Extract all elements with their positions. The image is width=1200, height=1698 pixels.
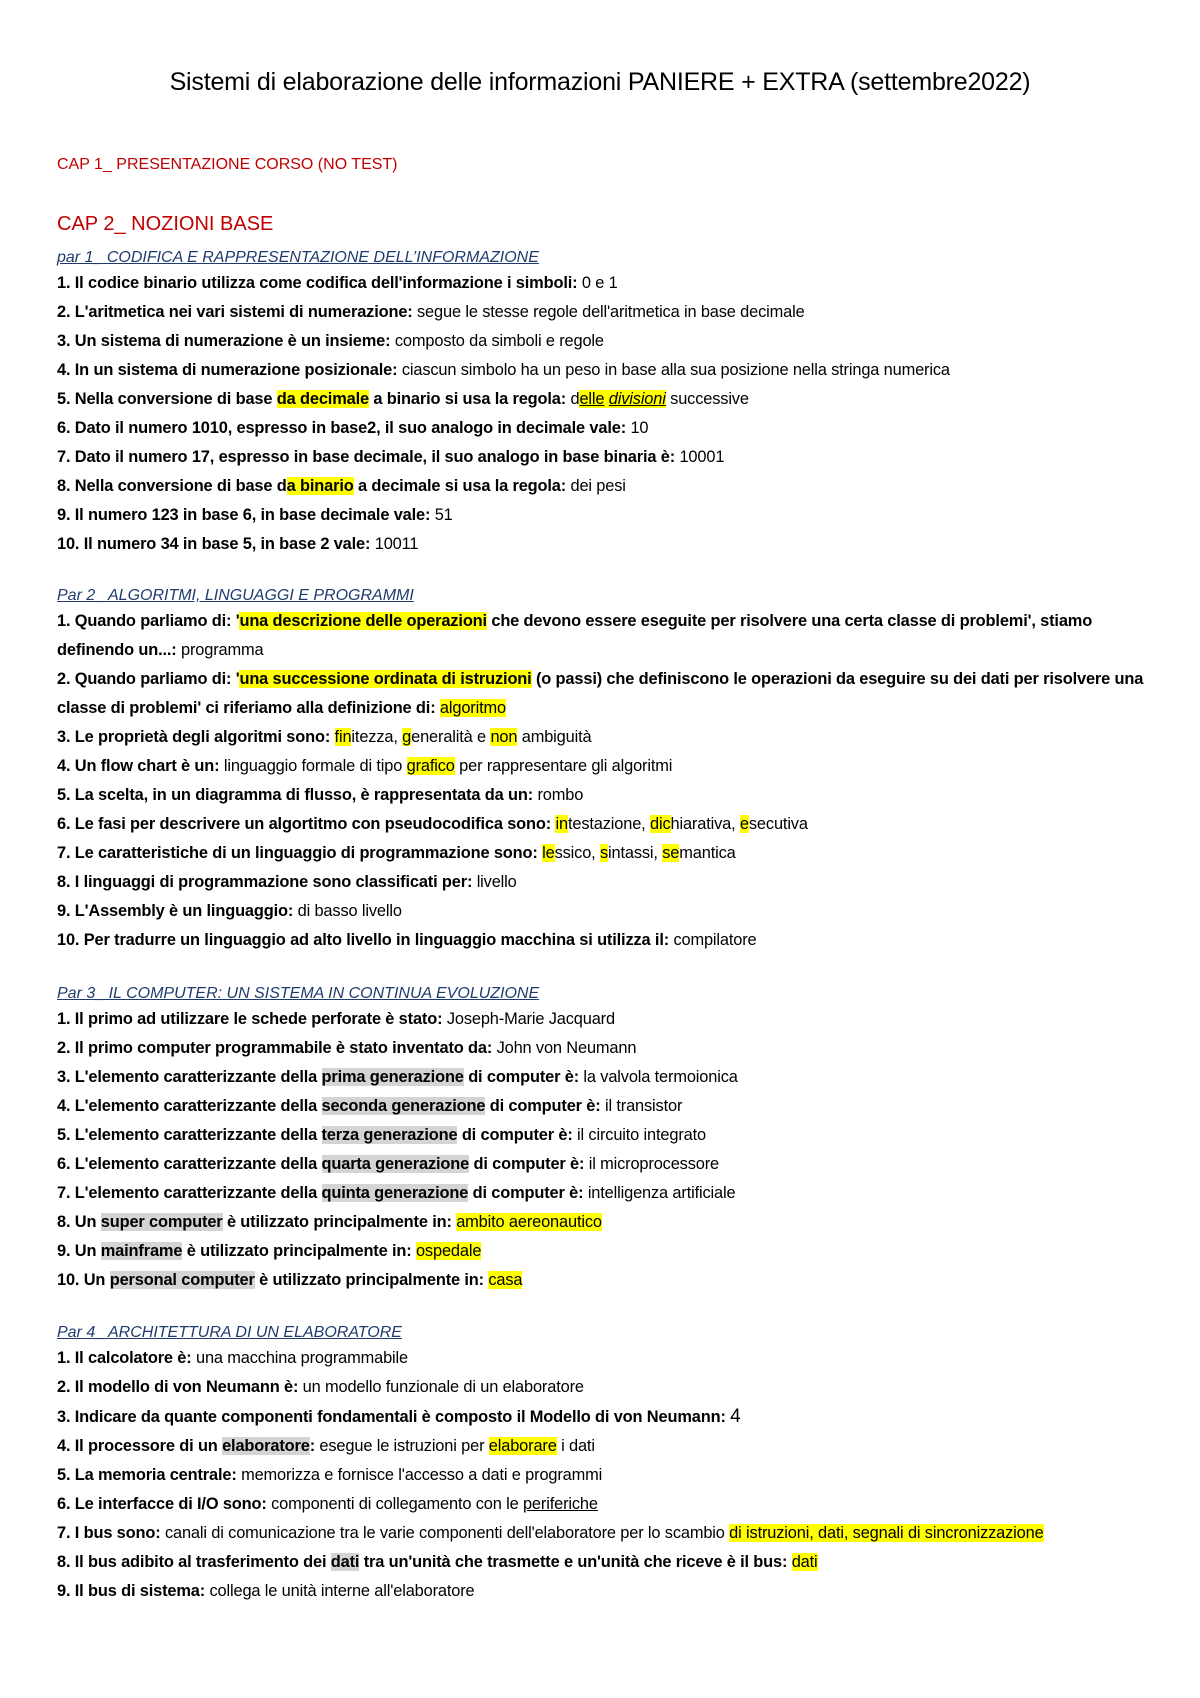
answer-text: testazione, (567, 815, 646, 833)
highlight: una successione ordinata di istruzioni (239, 670, 532, 688)
question-text: Un (83, 1271, 106, 1289)
answer-text: hiarativa, (670, 815, 736, 833)
answer-text: mantica (679, 844, 736, 862)
answer-text: composto da simboli e regole (394, 332, 604, 350)
question-text: L'elemento caratterizzante della (74, 1184, 318, 1202)
list-item (57, 1063, 1157, 1092)
answer-text: programma (181, 641, 264, 659)
item-number: 7. (57, 448, 71, 466)
question-text: Nella conversione di base (74, 390, 273, 408)
document-title: Sistemi di elaborazione delle informazioni PANIERE + EXTRA (settembre2022) (169, 68, 1031, 96)
answer-text: successive (670, 390, 749, 408)
item-number: 8. (57, 873, 71, 891)
answer-text: 10 (630, 419, 649, 437)
item-number: 1. (57, 1349, 71, 1367)
answer-text: il circuito integrato (577, 1126, 706, 1144)
item-number: 4. (57, 1097, 71, 1115)
chapter-2-heading: CAP 2_ NOZIONI BASE (57, 213, 274, 235)
question-text: è utilizzato principalmente in: (186, 1242, 412, 1260)
answer-text: eneralità e (411, 728, 487, 746)
list-item (57, 1121, 1157, 1150)
question-text: di computer è: (489, 1097, 601, 1115)
highlight: algoritmo (439, 699, 506, 717)
item-number: 8. (57, 1553, 71, 1571)
answer-text: ssico, (554, 844, 596, 862)
item-number: 7. (57, 1184, 71, 1202)
question-text: L'Assembly è un linguaggio: (74, 902, 294, 920)
answer-text: di basso livello (297, 902, 402, 920)
section-par-2 (57, 585, 1157, 955)
item-number: 9. (57, 506, 71, 524)
question-text: La memoria centrale: (74, 1466, 237, 1484)
item-number: 4. (57, 757, 71, 775)
item-number: 3. (57, 728, 71, 746)
list-item (57, 1490, 1157, 1519)
list-item (57, 1237, 1157, 1266)
chapter-1-heading: CAP 1_ PRESENTAZIONE CORSO (NO TEST) (57, 156, 398, 173)
highlight: ambito aereonautico (456, 1213, 602, 1231)
highlight: quarta generazione (321, 1155, 470, 1173)
item-number: 7. (57, 844, 71, 862)
list-item (57, 1402, 1157, 1432)
answer-text: canali di comunicazione tra le varie componenti dell'elaboratore per lo scambio (164, 1524, 725, 1542)
highlight: super computer (100, 1213, 223, 1231)
list-item (57, 1005, 1157, 1034)
answer-text: livello (476, 873, 517, 891)
answer-text: segue le stesse regole dell'aritmetica in base decimale (417, 303, 805, 321)
item-number: 4. (57, 361, 71, 379)
section-heading: Par 2_ ALGORITMI, LINGUAGGI E PROGRAMMI (57, 587, 414, 604)
highlight: quinta generazione (321, 1184, 469, 1202)
list-item (57, 926, 1157, 955)
question-text: di computer è: (468, 1068, 580, 1086)
list-item (57, 298, 1157, 327)
item-number: 2. (57, 1378, 71, 1396)
item-number: 5. (57, 786, 71, 804)
answer-text: elle (579, 390, 605, 408)
item-number: 3. (57, 1068, 71, 1086)
list-item (57, 868, 1157, 897)
answer-text: g (402, 728, 412, 746)
question-text: Le caratteristiche di un linguaggio di programmazione sono: (74, 844, 538, 862)
section-heading: par 1_ CODIFICA E RAPPRESENTAZIONE DELL’INFORMAZIONE (57, 249, 539, 266)
list-item (57, 385, 1157, 414)
list-item (57, 1373, 1157, 1402)
answer-text: la valvola termoionica (583, 1068, 738, 1086)
highlight: dati (330, 1553, 360, 1571)
highlight: di istruzioni, dati, segnali di sincronizzazione (729, 1524, 1044, 1542)
list-item (57, 1208, 1157, 1237)
answer-text: secutiva (748, 815, 808, 833)
item-number: 2. (57, 303, 71, 321)
highlight: terza generazione (321, 1126, 458, 1144)
question-text: Dato il numero 1010, espresso in base2, il suo analogo in decimale vale: (74, 419, 627, 437)
question-text: che devono essere eseguite per risolvere una certa classe di problemi', stiamo definendo un...: (57, 612, 1093, 659)
answer-text: le (542, 844, 555, 862)
question-text: I bus sono: (74, 1524, 161, 1542)
item-number: 8. (57, 477, 71, 495)
question-text: L'elemento caratterizzante della (74, 1155, 318, 1173)
question-text: Il codice binario utilizza come codifica dell'informazione i simboli: (74, 274, 578, 292)
highlight: a binario (286, 477, 354, 495)
highlight: da decimale (276, 390, 369, 408)
answer-text: itezza, (351, 728, 398, 746)
question-text: Un (74, 1242, 97, 1260)
section-par-3 (57, 983, 1157, 1295)
section-par-4 (57, 1322, 1157, 1606)
list-item (57, 1519, 1157, 1548)
list-item (57, 269, 1157, 298)
list-item (57, 356, 1157, 385)
question-text: Il processore di un (74, 1437, 218, 1455)
question-text: di computer è: (472, 1184, 584, 1202)
list-item (57, 1179, 1157, 1208)
question-text: è utilizzato principalmente in: (259, 1271, 484, 1289)
list-item (57, 1344, 1157, 1373)
question-text: a binario si usa la regola: (373, 390, 567, 408)
item-number: 10. (57, 535, 80, 553)
answer-text: 0 e 1 (581, 274, 618, 292)
answer-text: memorizza e fornisce l'accesso a dati e programmi (241, 1466, 603, 1484)
answer-text: ambiguità (521, 728, 592, 746)
highlight: dati (791, 1553, 818, 1571)
answer-text: 4 (730, 1406, 741, 1427)
question-text: Il primo computer programmabile è stato inventato da: (74, 1039, 493, 1057)
list-item (57, 501, 1157, 530)
item-number: 10. (57, 1271, 80, 1289)
answer-text: un modello funzionale di un elaboratore (302, 1378, 584, 1396)
answer-text: d (570, 390, 580, 408)
item-number: 2. (57, 1039, 71, 1057)
item-number: 6. (57, 419, 71, 437)
answer-text: ciascun simbolo ha un peso in base alla sua posizione nella stringa numerica (401, 361, 950, 379)
list-item (57, 897, 1157, 926)
question-text: L'elemento caratterizzante della (74, 1068, 318, 1086)
list-item (57, 530, 1157, 559)
list-item (57, 839, 1157, 868)
item-number: 5. (57, 1126, 71, 1144)
answer-text: componenti di collegamento con le (271, 1495, 519, 1513)
answer-text: 10011 (374, 535, 419, 553)
answer-text: periferiche (522, 1495, 598, 1513)
question-text: tra un'unità che trasmette e un'unità che riceve è il bus: (363, 1553, 788, 1571)
answer-text: s (599, 844, 609, 862)
question-text: L'elemento caratterizzante della (74, 1126, 318, 1144)
question-text: Indicare da quante componenti fondamentali è composto il Modello di von Neumann: (74, 1408, 726, 1426)
item-number: 6. (57, 1495, 71, 1513)
question-text: In un sistema di numerazione posizionale: (74, 361, 398, 379)
question-text: Le proprietà degli algoritmi sono: (74, 728, 331, 746)
item-number: 5. (57, 1466, 71, 1484)
section-heading: Par 3_ IL COMPUTER: UN SISTEMA IN CONTINUA EVOLUZIONE (57, 985, 540, 1002)
highlight: ospedale (415, 1242, 482, 1260)
list-item (57, 1577, 1157, 1606)
question-text: a decimale si usa la regola: (358, 477, 567, 495)
item-number: 1. (57, 612, 71, 630)
answer-text: esegue le istruzioni per (319, 1437, 485, 1455)
list-item (57, 607, 1157, 665)
answer-text: fin (334, 728, 352, 746)
question-text: Il numero 34 in base 5, in base 2 vale: (83, 535, 371, 553)
highlight: seconda generazione (321, 1097, 486, 1115)
item-number: 5. (57, 390, 71, 408)
question-text: Quando parliamo di: ' (74, 670, 240, 688)
answer-text: per rappresentare gli algoritmi (459, 757, 673, 775)
highlight: casa (488, 1271, 523, 1289)
question-text: Il calcolatore è: (74, 1349, 192, 1367)
answer-text: intassi, (608, 844, 658, 862)
question-text: (o passi) che definiscono le operazioni da eseguire su dei dati per risolvere una classe di problemi' ci riferiamo alla definizione di: (57, 670, 1144, 717)
list-item (57, 327, 1157, 356)
highlight (579, 390, 665, 408)
answer-text: dic (649, 815, 671, 833)
item-number: 7. (57, 1524, 71, 1542)
section-heading: Par 4_ ARCHITETTURA DI UN ELABORATORE (57, 1324, 402, 1341)
highlight: elaborare (488, 1437, 557, 1455)
answer-text: compilatore (673, 931, 757, 949)
answer-text: se (662, 844, 680, 862)
answer-text: divisioni (608, 390, 666, 408)
item-number: 4. (57, 1437, 71, 1455)
question-text: L'aritmetica nei vari sistemi di numerazione: (74, 303, 413, 321)
answer-text: non (490, 728, 518, 746)
item-number: 1. (57, 274, 71, 292)
question-text: I linguaggi di programmazione sono classificati per: (74, 873, 473, 891)
item-number: 9. (57, 1582, 71, 1600)
item-number: 9. (57, 1242, 71, 1260)
item-number: 6. (57, 815, 71, 833)
answer-text: dei pesi (570, 477, 626, 495)
list-item (57, 723, 1157, 752)
item-number: 2. (57, 670, 71, 688)
item-number: 3. (57, 332, 71, 350)
list-item (57, 781, 1157, 810)
item-number: 6. (57, 1155, 71, 1173)
highlight: una descrizione delle operazioni (239, 612, 487, 630)
answer-text: linguaggio formale di tipo (223, 757, 403, 775)
answer-text: John von Neumann (496, 1039, 637, 1057)
question-text: Un flow chart è un: (74, 757, 220, 775)
answer-text: 10001 (679, 448, 725, 466)
list-item (57, 1432, 1157, 1461)
highlight: mainframe (100, 1242, 183, 1260)
question-text: La scelta, in un diagramma di flusso, è rappresentata da un: (74, 786, 534, 804)
highlight: elaboratore (222, 1437, 310, 1455)
answer-text: i dati (561, 1437, 595, 1455)
list-item (57, 1461, 1157, 1490)
section-par-1 (57, 247, 1157, 559)
list-item (57, 1034, 1157, 1063)
answer-text: il microprocessore (588, 1155, 720, 1173)
question-text: Un (74, 1213, 97, 1231)
highlight: prima generazione (321, 1068, 464, 1086)
question-text: Il numero 123 in base 6, in base decimale vale: (74, 506, 431, 524)
question-text: Il primo ad utilizzare le schede perforate è stato: (74, 1010, 443, 1028)
highlight: grafico (406, 757, 455, 775)
item-number: 1. (57, 1010, 71, 1028)
item-number: 8. (57, 1213, 71, 1231)
list-item (57, 752, 1157, 781)
answer-text: il transistor (604, 1097, 683, 1115)
question-text: Per tradurre un linguaggio ad alto livello in linguaggio macchina si utilizza il: (83, 931, 670, 949)
answer-text: Joseph-Marie Jacquard (446, 1010, 615, 1028)
list-item (57, 472, 1157, 501)
question-text: Il bus adibito al trasferimento dei (74, 1553, 327, 1571)
list-item (57, 1266, 1157, 1295)
item-number: 9. (57, 902, 71, 920)
question-text: L'elemento caratterizzante della (74, 1097, 318, 1115)
question-text: Quando parliamo di: ' (74, 612, 240, 630)
item-number: 3. (57, 1408, 71, 1426)
list-item (57, 443, 1157, 472)
highlight: personal computer (109, 1271, 255, 1289)
question-text: Il modello di von Neumann è: (74, 1378, 299, 1396)
list-item (57, 665, 1157, 723)
question-text: Nella conversione di base d (74, 477, 287, 495)
item-number: 10. (57, 931, 80, 949)
question-text: Le fasi per descrivere un algortitmo con pseudocodifica sono: (74, 815, 552, 833)
answer-text: una macchina programmabile (195, 1349, 409, 1367)
answer-text: rombo (537, 786, 584, 804)
question-text: Un sistema di numerazione è un insieme: (74, 332, 391, 350)
question-text: di computer è: (461, 1126, 573, 1144)
list-item (57, 1092, 1157, 1121)
question-text: Il bus di sistema: (74, 1582, 206, 1600)
answer-text: 51 (434, 506, 453, 524)
answer-text: intelligenza artificiale (587, 1184, 736, 1202)
question-text: Dato il numero 17, espresso in base decimale, il suo analogo in base binaria è: (74, 448, 676, 466)
answer-text: collega le unità interne all'elaboratore (209, 1582, 475, 1600)
question-text: è utilizzato principalmente in: (226, 1213, 452, 1231)
question-text: di computer è: (473, 1155, 585, 1173)
list-item (57, 1150, 1157, 1179)
question-text: Le interfacce di I/O sono: (74, 1495, 267, 1513)
list-item (57, 414, 1157, 443)
list-item (57, 1548, 1157, 1577)
answer-text: e (739, 815, 749, 833)
question-text: : (309, 1437, 316, 1455)
answer-text: in (555, 815, 568, 833)
list-item (57, 810, 1157, 839)
